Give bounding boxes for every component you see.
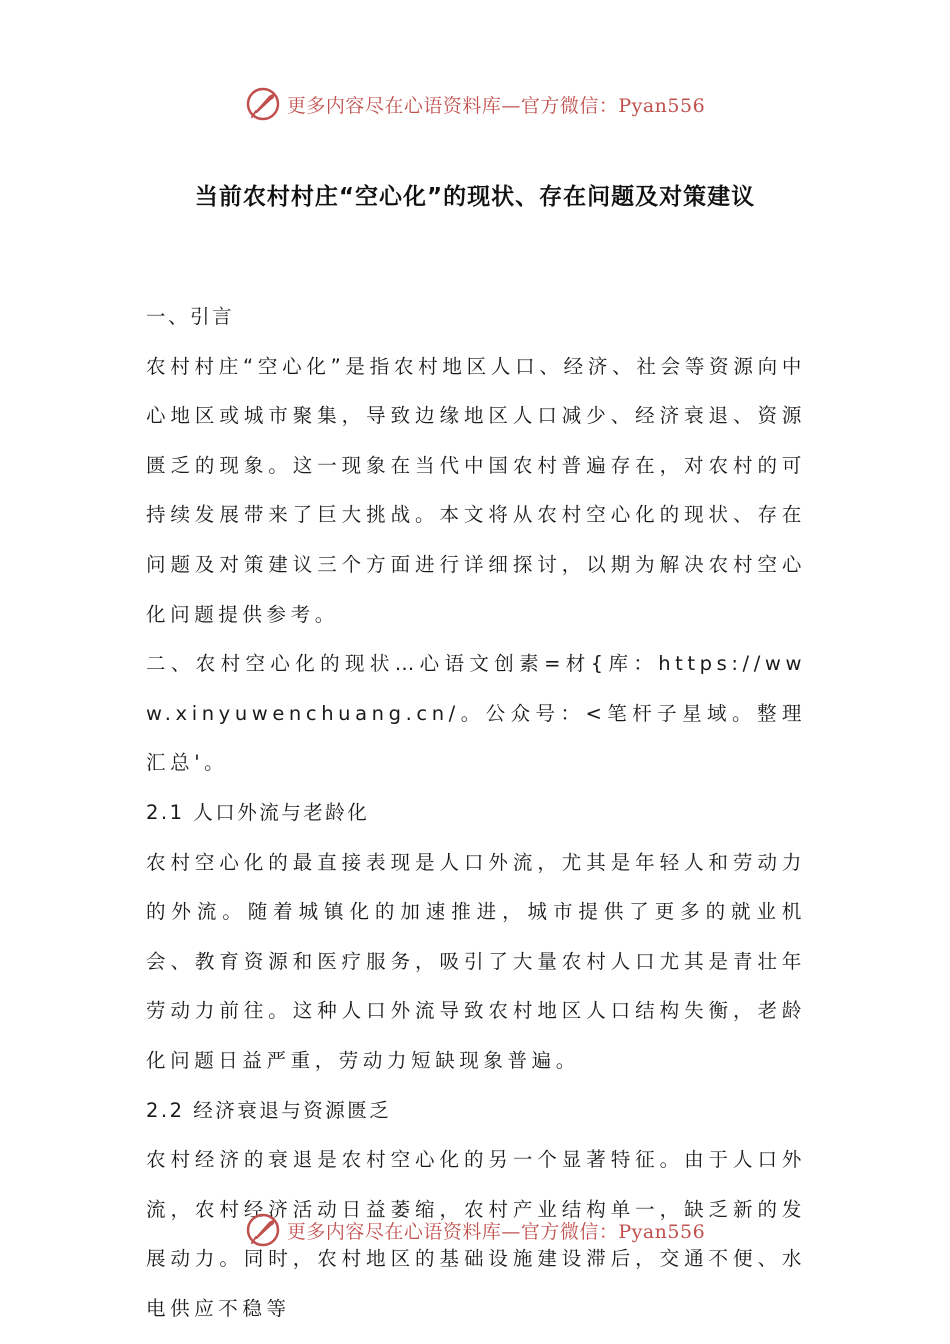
paragraph-2-1: 农村空心化的最直接表现是人口外流，尤其是年轻人和劳动力的外流。随着城镇化的加速推进，城市提供了更多的就业机会、教育资源和医疗服务，吸引了大量农村人口尤其是青壮年劳动力前往。这种人口外流导致农村地区人口结构失衡，老龄化问题日益严重，劳动力短缺现象普遍。 — [146, 850, 806, 1072]
banner-text: 更多内容尽在心语资料库—官方微信：Pyan556 — [286, 94, 706, 117]
subheading-2-2: 2.2 经济衰退与资源匮乏 — [146, 1098, 392, 1122]
banner-text: 更多内容尽在心语资料库—官方微信：Pyan556 — [286, 1220, 706, 1243]
section-heading-intro: 一、引言 — [146, 305, 235, 328]
section-heading-status: 二、农村空心化的现状…心语文创素=材{库：https://www.xinyuwenchuang.cn/。公众号：<笔杆子星域。整理汇总'。 — [146, 652, 806, 775]
paragraph-2-2: 农村经济的衰退是农村空心化的另一个显著特征。由于人口外流，农村经济活动日益萎缩，农村产业结构单一，缺乏新的发展动力。同时，农村地区的基础设施建设滞后，交通不便、水电供应不稳等 — [146, 1148, 806, 1320]
header-banner — [0, 82, 950, 126]
document-title: 当前农村村庄“空心化”的现状、存在问题及对策建议 — [194, 184, 756, 210]
footer-banner — [0, 1208, 950, 1252]
quill-pen-logo-icon — [245, 1212, 281, 1248]
document-body — [146, 292, 806, 1333]
quill-pen-logo-icon — [245, 86, 281, 122]
paragraph-intro: 农村村庄“空心化”是指农村地区人口、经济、社会等资源向中心地区或城市聚集，导致边缘地区人口减少、经济衰退、资源匮乏的现象。这一现象在当代中国农村普遍存在，对农村的可持续发展带来了巨大挑战。本文将从农村空心化的现状、存在问题及对策建议三个方面进行详细探讨，以期为解决农村空心化问题提供参考。 — [146, 354, 806, 626]
subheading-2-1: 2.1 人口外流与老龄化 — [146, 800, 370, 824]
